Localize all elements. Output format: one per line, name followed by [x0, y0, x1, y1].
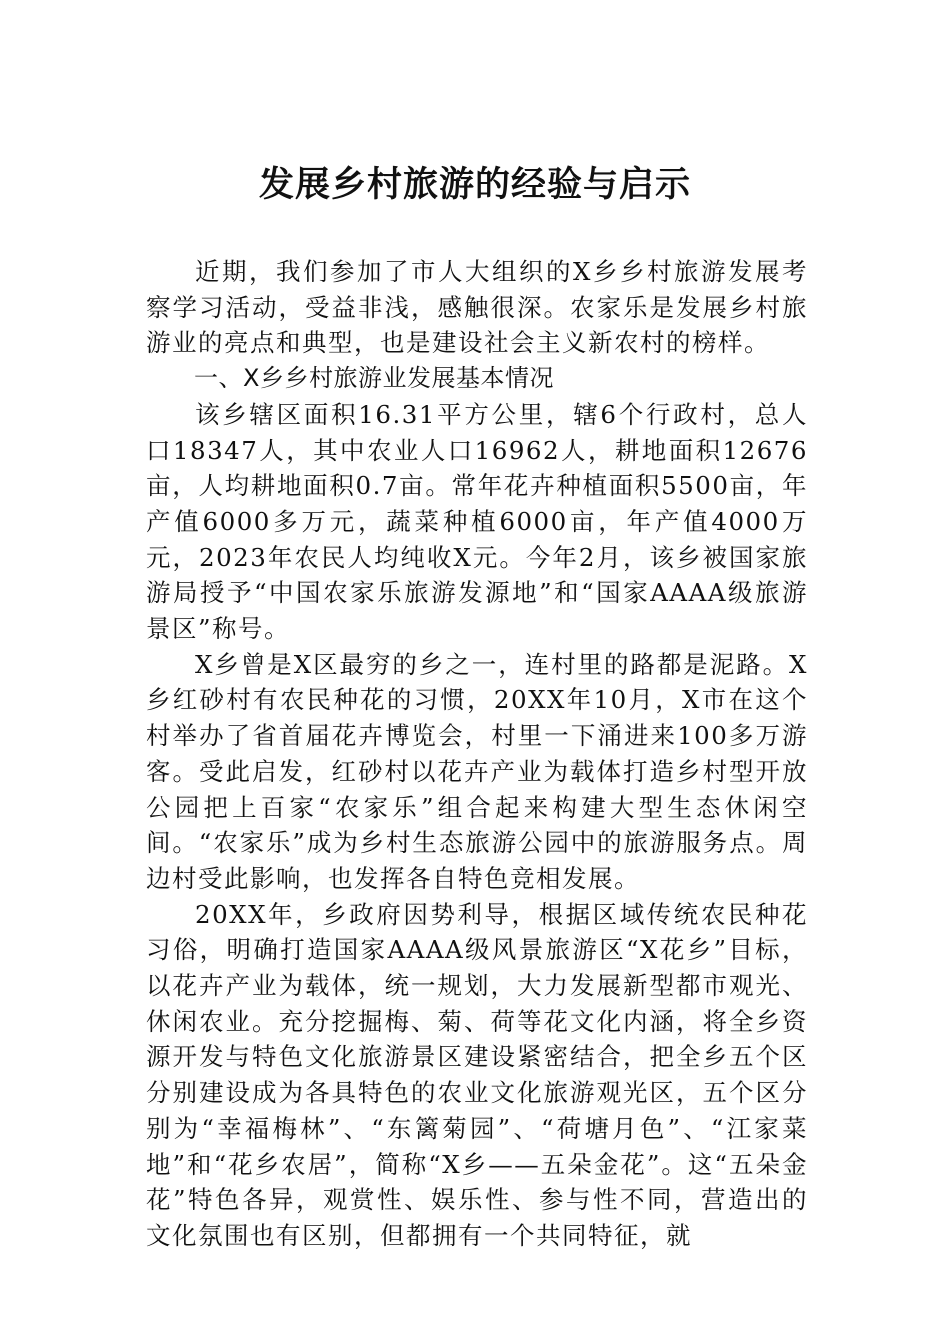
document-title: 发展乡村旅游的经验与启示	[258, 164, 691, 205]
paragraph-basic-info: 该乡辖区面积16.31平方公里，辖6个行政村，总人口18347人，其中农业人口16962人，耕地面积12676亩，人均耕地面积0.7亩。常年花卉种植面积5500亩，年产值6000多万元，蔬菜种植6000亩，年产值4000万元，2023年农民人均纯收X元。今年2月，该乡被国家旅游局授予“中国农家乐旅游发源地”和“国家AAAA级旅游景区”称号。	[146, 399, 808, 644]
paragraph-development: 20XX年，乡政府因势利导，根据区域传统农民种花习俗，明确打造国家AAAA级风景旅游区“X花乡”目标，以花卉产业为载体，统一规划，大力发展新型都市观光、休闲农业。充分挖掘梅、菊、荷等花文化内涵，将全乡资源开发与特色文化旅游景区建设紧密结合，把全乡五个区分别建设成为各具特色的农业文化旅游观光区，五个区分别为“幸福梅林”、“东篱菊园”、“荷塘月色”、“江家菜地”和“花乡农居”，简称“X乡——五朵金花”。这“五朵金花”特色各异，观赏性、娱乐性、参与性不同，营造出的文化氛围也有区别，但都拥有一个共同特征，就	[146, 899, 808, 1250]
paragraph-intro: 近期，我们参加了市人大组织的X乡乡村旅游发展考察学习活动，受益非浅，感触很深。农家乐是发展乡村旅游业的亮点和典型，也是建设社会主义新农村的榜样。	[146, 257, 808, 358]
section-heading-1: 一、X乡乡村旅游业发展基本情况	[194, 364, 554, 393]
document-body	[146, 254, 808, 1254]
paragraph-history: X乡曾是X区最穷的乡之一，连村里的路都是泥路。X乡红砂村有农民种花的习惯，20XX年10月，X市在这个村举办了省首届花卉博览会，村里一下涌进来100多万游客。受此启发，红砂村以花卉产业为载体打造乡村型开放公园把上百家“农家乐”组合起来构建大型生态休闲空间。“农家乐”成为乡村生态旅游公园中的旅游服务点。周边村受此影响，也发挥各自特色竞相发展。	[146, 649, 808, 893]
